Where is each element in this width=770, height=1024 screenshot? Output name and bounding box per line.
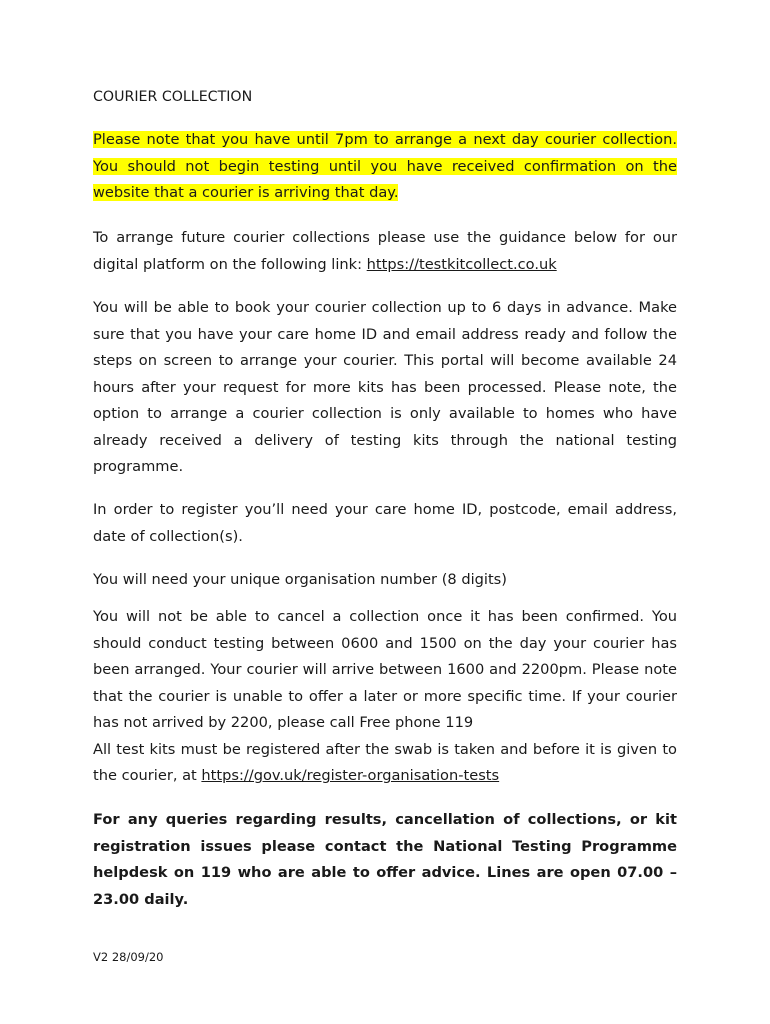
cancel-info-paragraph [93,604,677,790]
register-info-paragraph: In order to register you’ll need your care home ID, postcode, email address, date of collection(s). [93,501,677,545]
register-kits-text: All test kits must be registered after the swab is taken and before it is given to the courier, at [93,740,677,784]
arrange-intro-text: To arrange future courier collections please use the guidance below for our digital platform on the following link: [93,229,677,273]
arrange-intro-paragraph [93,225,677,278]
cancel-info-text: You will not be able to cancel a collection once it has been confirmed. You should conduct testing between 0600 and 1500 on the day your courier has been arranged. Your courier will arrive between 1600 and 2200pm. Please note that the courier is unable to offer a later or more specific time. If your courier has not arrived by 2200, please call Free phone 119 [93,608,677,731]
register-organisation-link[interactable]: https://gov.uk/register-organisation-tests [201,767,500,784]
booking-info-paragraph: You will be able to book your courier collection up to 6 days in advance. Make sure that you have your care home ID and email address ready and follow the steps on screen to arrange your courier. This portal will become available 24 hours after your request for more kits has been processed. Please note, the option to arrange a courier collection is only available to homes who have already received a delivery of testing kits through the national testing programme. [93,299,677,475]
highlight-note: Please note that you have until 7pm to arrange a next day courier collection. You should not begin testing until you have received confirmation on the website that a courier is arriving that day. [93,131,677,201]
queries-info-paragraph: For any queries regarding results, cancellation of collections, or kit registration issues please contact the National Testing Programme helpdesk on 119 who are able to offer advice. Lines are open 07.00 – 23.00 daily. [93,811,677,908]
document-heading: COURIER COLLECTION [93,89,253,105]
org-number-paragraph: You will need your unique organisation number (8 digits) [93,571,507,588]
version-footer: V2 28/09/20 [93,950,164,964]
testkitcollect-link[interactable]: https://testkitcollect.co.uk [366,255,557,273]
highlight-note-paragraph [93,127,677,207]
